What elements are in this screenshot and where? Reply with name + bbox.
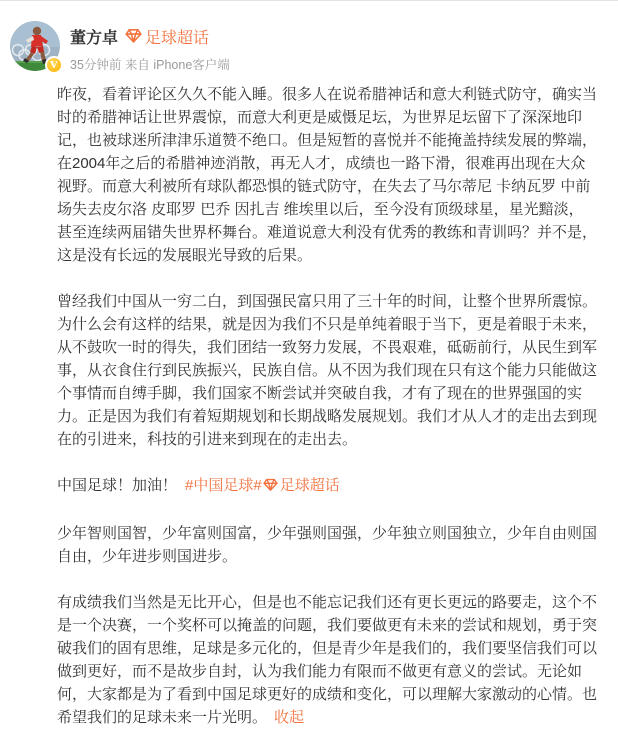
paragraph-cheer [57,474,597,499]
collapse-link[interactable]: 收起 [274,709,305,726]
post-body [0,83,618,729]
gem-icon [125,27,142,49]
avatar[interactable] [10,21,60,71]
post-meta: 35分钟前 来自 iPhone客户端 [70,58,230,72]
author-line [70,25,230,48]
paragraph-china-development: 曾经我们中国从一穷二白，到国强民富只用了三十年的时间，让整个世界所震惊。为什么会有这样的结果，就是因为我们不只是单纯着眼于当下，更是着眼于未来，从不鼓吹一时的得失，我们团结一致努力发展，不畏艰难，砥砺前行，从民生到军事，从衣食住行到民族振兴，民族自信。从不因为我们现在只有这个能力只能做这个事情而自缚手脚，我们国家不断尝试并突破自我，才有了现在的世界强国的实力。正是因为我们有着短期规划和长期战略发展规划。我们才从人才的走出去到现在的引进来，科技的引进来到现在的走出去。 [57,293,598,448]
header-info [70,21,230,73]
post-header [0,1,618,71]
author-name[interactable]: 董方卓 [70,30,119,47]
supertopic-link[interactable]: 足球超话 [279,477,340,494]
paragraph-greece-italy: 昨夜，看着评论区久久不能入睡。很多人在说希腊神话和意大利链式防守，确实当时的希腊神话让世界震惊，而意大利更是威慑足坛，为世界足坛留下了深深地印记，也被球迷所津津乐道赞不绝口。但是短暂的喜悦并不能掩盖持续发展的弊端，在2004年之后的希腊神迹消散，再无人才，成绩也一路下滑，很难再出现在大众视野。而意大利被所有球队都恐惧的链式防守，在失去了马尔蒂尼 卡纳瓦罗 中前场失去皮尔洛 皮耶罗 巴乔 因扎吉 维埃里以后，至今没有顶级球星，星光黯淡，甚至连续两届错失世界杯舞台。难道说意大利没有优秀的教练和青训吗？并不是，这是没有长远的发展眼光导致的后果。 [57,86,598,264]
author-supertopic-label: 足球超话 [145,30,210,47]
closing-text: 有成绩我们当然是无比开心，但是也不能忘记我们还有更长更远的路要走，这个不是一个决赛，一个奖杯可以掩盖的问题，我们要做更有未来的尝试和规划，勇于突破我们的固有思维，足球是多元化的，但是青少年是我们的，我们要坚信我们可以做到更好，而不是故步自封，认为我们能力有限而不做更有意义的尝试。无论如何，大家都是为了看到中国足球更好的成绩和变化，可以理解大家激动的心情。也希望我们的足球未来一片光明。 [57,594,598,726]
verified-v-icon: V [45,56,63,74]
paragraph-youth: 少年智则国智，少年富则国富，少年强则国强，少年独立则国独立，少年自由则国自由，少年进步则国进步。 [57,525,598,565]
hashtag-link[interactable]: #中国足球# [185,477,262,494]
gem-icon [263,476,278,499]
author-supertopic-badge[interactable] [125,25,209,48]
paragraph-closing [57,591,597,729]
cheer-text: 中国足球！加油！ [57,477,178,494]
